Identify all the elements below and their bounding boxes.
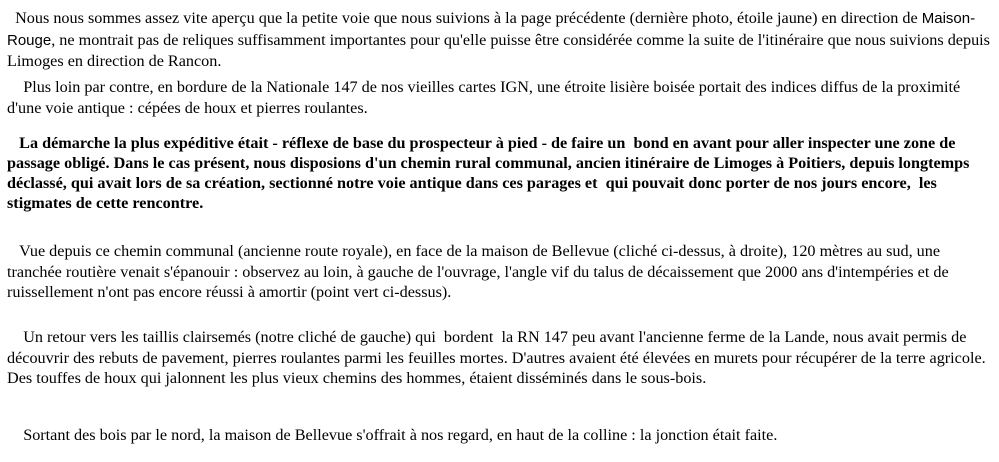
paragraph-1-text-start: Nous nous sommes assez vite aperçu que la petite voie que nous suivions à la page précédente (dernière photo, étoile jaune) en direction de xyxy=(7,9,922,27)
paragraph-1-text-end: , ne montrait pas de reliques suffisamment importantes pour qu'elle puisse être considérée comme la suite de l'itinéraire que nous suivions depuis Limoges en direction de Rancon. xyxy=(7,30,990,70)
place-name-maison-rouge: Maison-Rouge xyxy=(7,10,976,49)
paragraph-retour-taillis: Un retour vers les taillis clairsemés (notre cliché de gauche) qui bordent la RN 147 peu avant l'ancienne ferme de la Lande, nous avait permis de découvrir des rebuts de pavement, pierres roulantes parmi les feuilles mortes. D'autres avaient été élevées en murets pour récupérer de la terre agricole. Des touffes de houx qui jalonnent les plus vieux chemins des hommes, étaient disséminés dans le sous-bois. xyxy=(7,328,986,387)
paragraph-nationale-147: Plus loin par contre, en bordure de la Nationale 147 de nos vieilles cartes IGN, une étroite lisière boisée portait des indices diffus de la proximité d'une voie antique : cépées de houx et pierres roulantes. xyxy=(7,78,961,117)
paragraph-demarche-bold: La démarche la plus expéditive était - réflexe de base du prospecteur à pied - de faire un bond en avant pour aller inspecter une zone de passage obligé. Dans le cas présent, nous disposions d'un chemin rural communal, ancien itinéraire de Limoges à Poitiers, depuis longtemps déclassé, qui avait lors de sa création, sectionné notre voie antique dans ces parages et qui pouvait donc porter de nos jours encore, les stigmates de cette rencontre. xyxy=(7,134,970,212)
paragraph-chemin-communal: Vue depuis ce chemin communal (ancienne route royale), en face de la maison de Bellevue (cliché ci-dessus, à droite), 120 mètres au sud, une tranchée routière venait s'épanouir : observez au loin, à gauche de l'ouvrage, l'angle vif du talus de décaissement que 2000 ans d'intempéries et de ruissellement n'ont pas encore réussi à amortir (point vert ci-dessus). xyxy=(7,242,949,301)
paragraph-bellevue-jonction: Sortant des bois par le nord, la maison de Bellevue s'offrait à nos regard, en haut de la colline : la jonction était faite. xyxy=(7,426,778,444)
paragraph-maison-rouge xyxy=(7,8,991,72)
